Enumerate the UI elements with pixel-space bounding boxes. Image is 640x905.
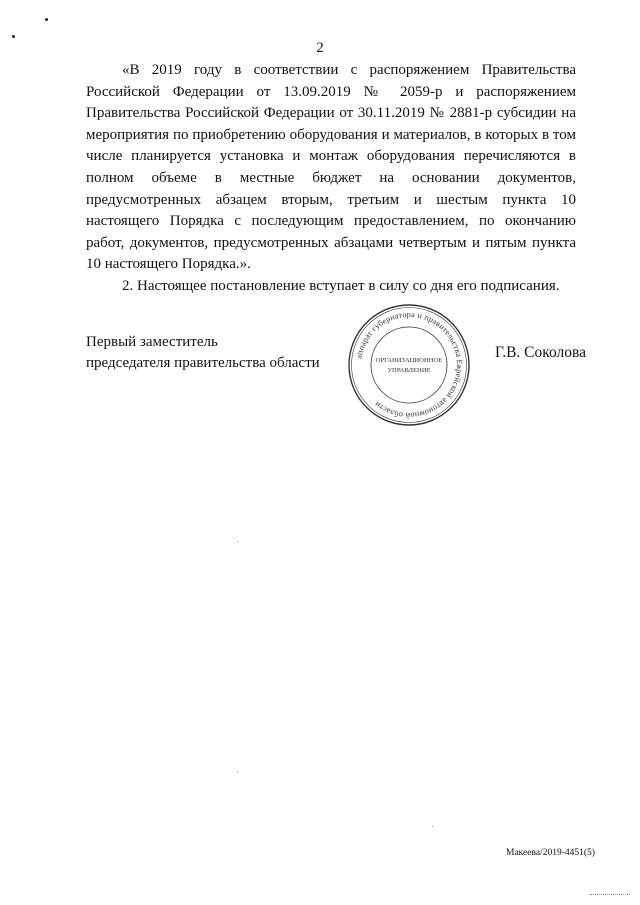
signatory-name: Г.В. Соколова xyxy=(495,344,587,361)
scan-artifact xyxy=(590,894,630,896)
scan-artifact xyxy=(237,771,238,772)
scan-speck xyxy=(12,35,15,38)
document-code: Макеева/2019-4451(5) xyxy=(506,848,595,858)
page-number: 2 xyxy=(316,40,324,56)
scan-artifact xyxy=(237,541,238,542)
document-body xyxy=(86,60,576,298)
scan-artifact xyxy=(432,826,433,827)
paragraph-effective-date: 2. Настоящее постановление вступает в силу со дня его подписания. xyxy=(122,277,560,294)
official-seal-stamp xyxy=(346,302,472,428)
paragraph-amendment-text: «В 2019 году в соответствии с распоряжением Правительства Российской Федерации от 13.09.2019 № 2059-р и распоряжением Правительства Российской Федерации от 30.11.2019 № 2881-р субсидии на мероприятия по приобретению оборудования и материалов, в которых в том числе планируется установка и монтаж оборудования перечисляются в полном объеме в местные бюджет на основании документов, предусмотренных абзацем вторым, третьим и шестым пункта 10 настоящего Порядка с последующим предоставлением, по окончанию работ, документов, предусмотренных абзацами четвертым и пятым пункта 10 настоящего Порядка.». xyxy=(86,62,576,273)
seal-outer-ring xyxy=(349,305,469,425)
scan-speck xyxy=(45,18,48,21)
signatory-title-line-1: Первый заместитель xyxy=(86,334,218,350)
signatory-title-line-2: председателя правительства области xyxy=(86,355,320,371)
seal-inner-ring xyxy=(352,308,467,423)
signatory-title xyxy=(86,332,320,374)
seal-center-line-2: УПРАВЛЕНИЕ xyxy=(387,367,431,374)
seal-center-line-1: ОРГАНИЗАЦИОННОЕ xyxy=(375,357,443,364)
seal-outer-text: аппарат губернатора и правительства Еврейской автономной области xyxy=(354,309,465,421)
seal-center-ring xyxy=(371,327,447,403)
